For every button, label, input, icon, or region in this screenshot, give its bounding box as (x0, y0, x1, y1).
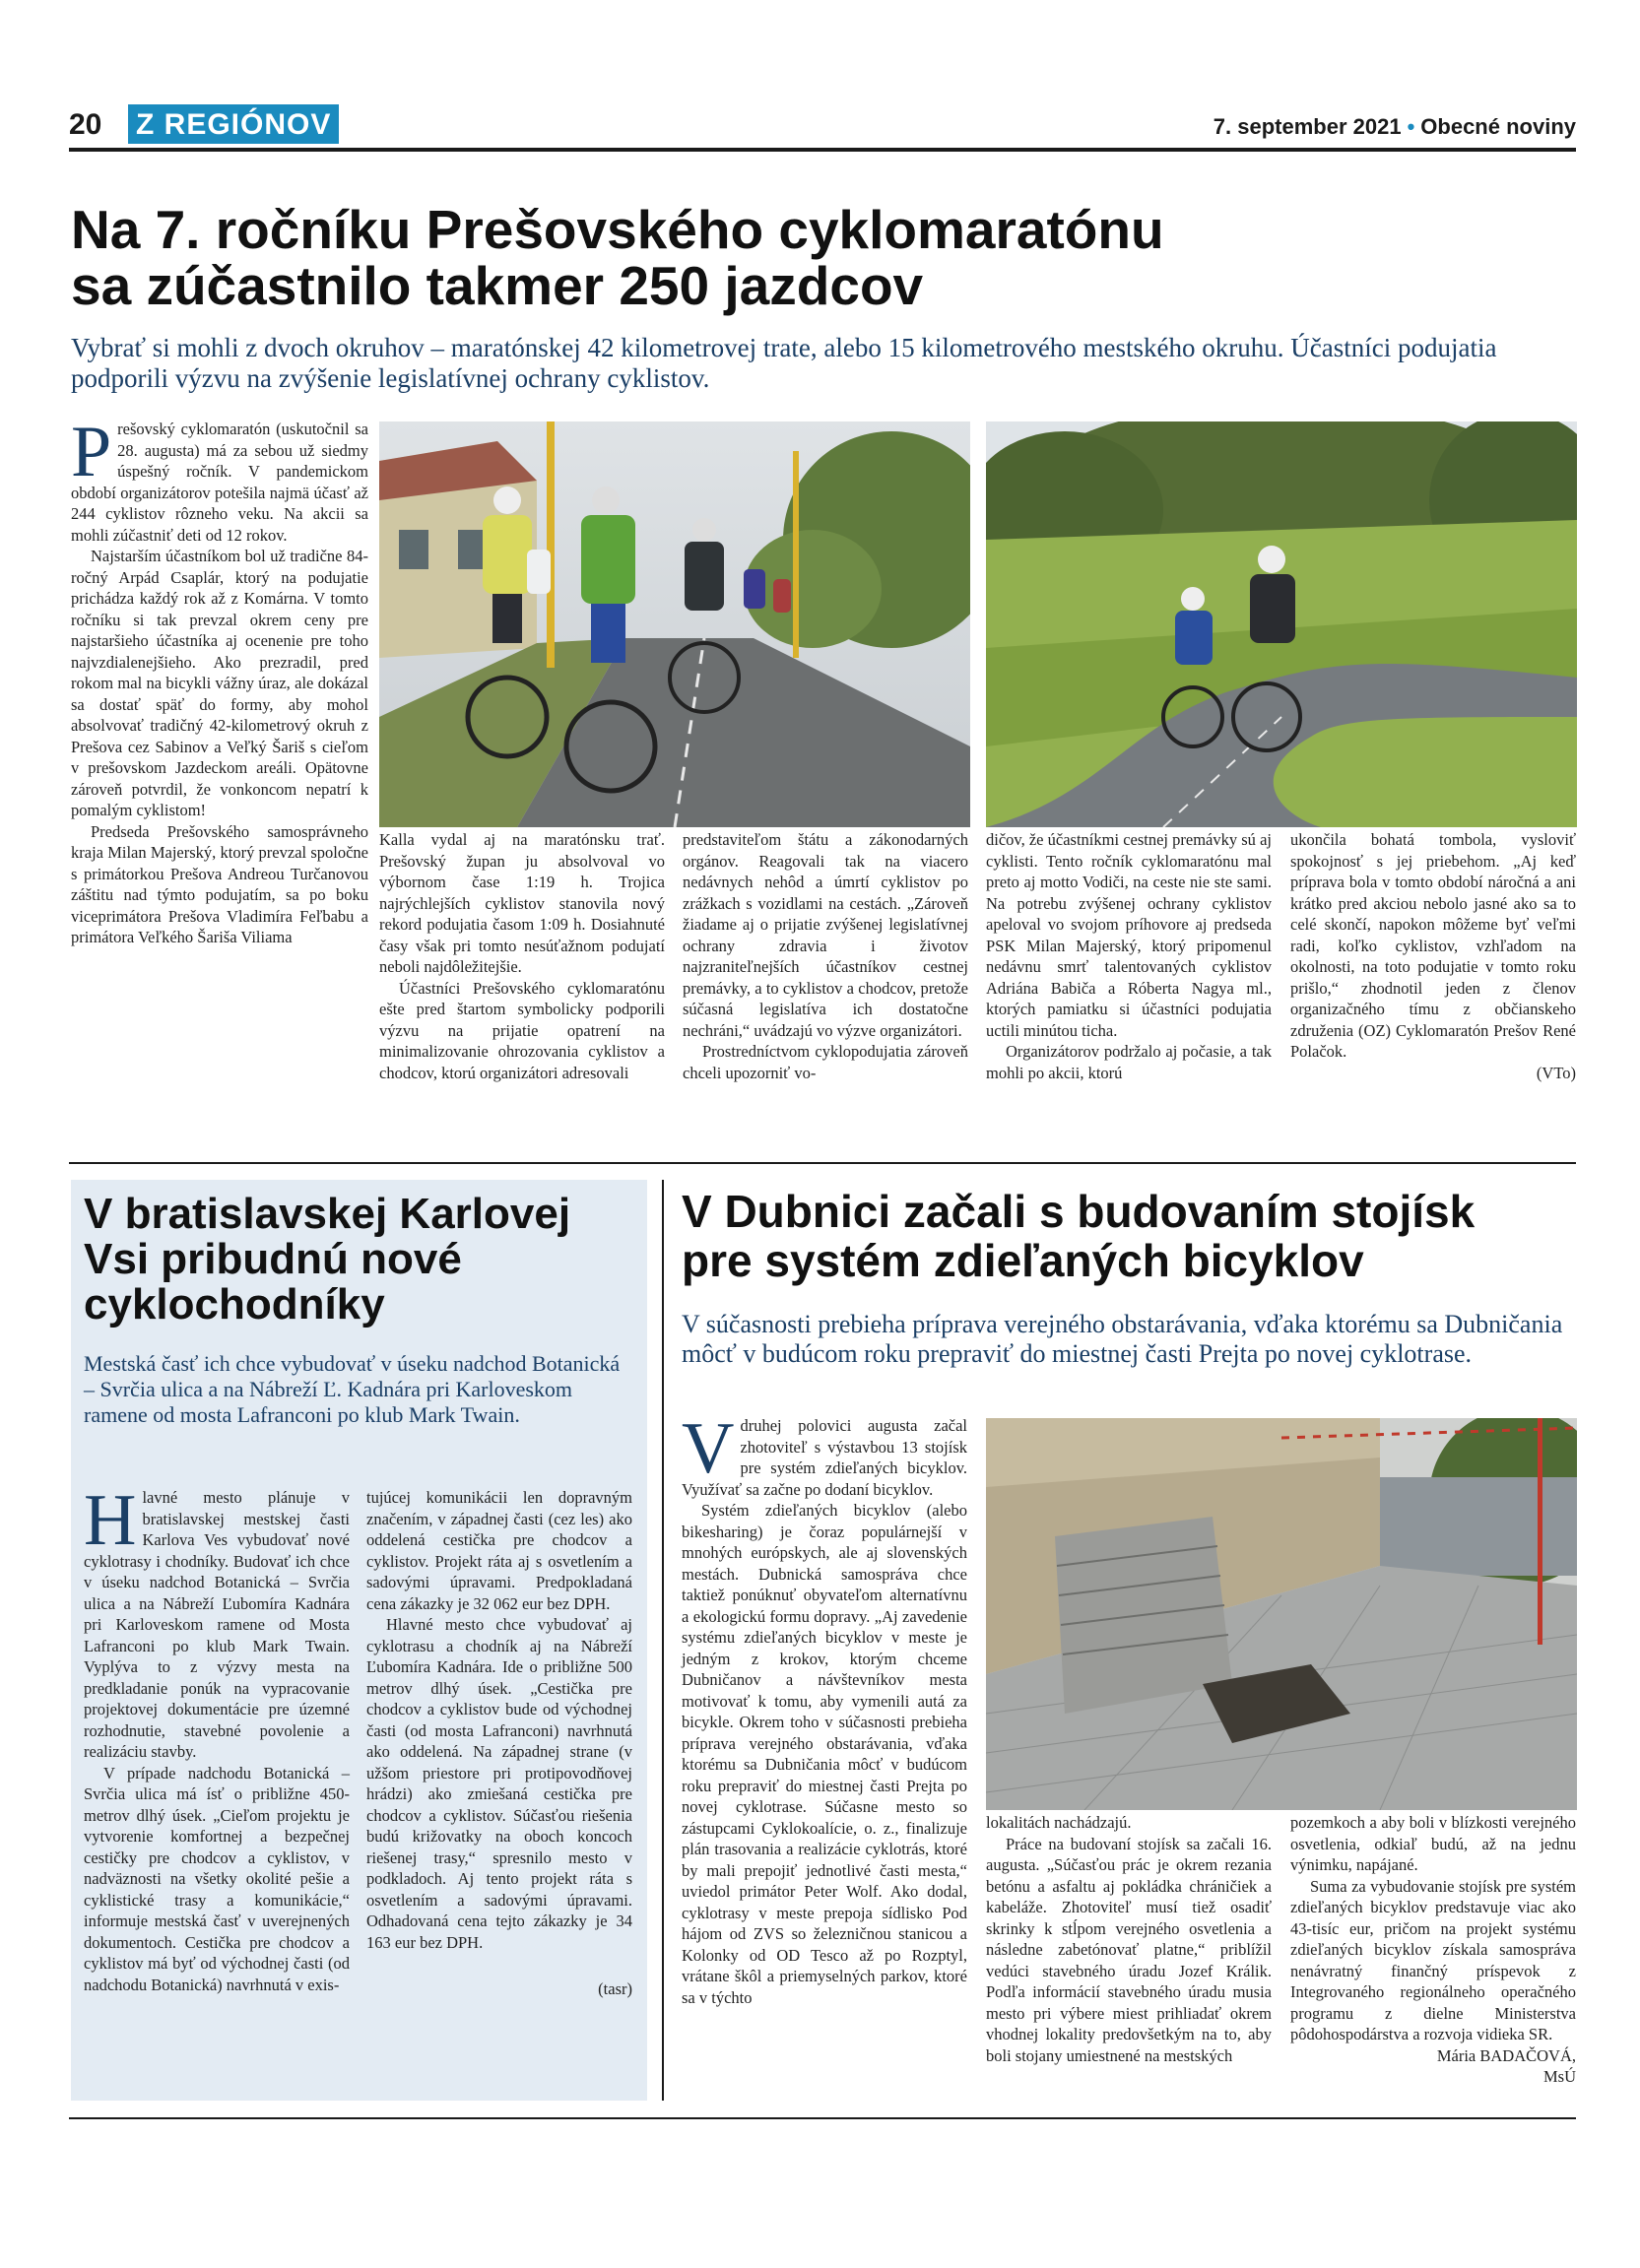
article1-lead: Vybrať si mohli z dvoch okruhov – maratónskej 42 kilometrovej trate, alebo 15 kilometrového mestského okruhu. Účastníci podujatia podporili výzvu na zvýšenie legislatívnej ochrany cyklistov. (71, 333, 1497, 393)
footer-rule (69, 2117, 1576, 2119)
article2-paragraph: tujúcej komunikácii len dopravným značením, v západnej časti (cez les) ako oddelená cestička pre chodcov a cyklistov. Projekt ráta aj s osvetlením a sadovými úpravami. Predpokladaná cena zákazky je 32 062 eur bez DPH. (366, 1488, 632, 1613)
article1-column-5 (1290, 829, 1576, 1083)
article1-dropcap: P (71, 412, 112, 492)
article3-title-line2: pre systém zdieľaných bicyklov (682, 1235, 1364, 1286)
photo-bike-stand-construction (986, 1418, 1577, 1810)
article3-paragraph: pozemkoch a aby boli v blízkosti verejného osvetlenia, odkiaľ budú, až na jednu výnimku, napájané. (1290, 1813, 1576, 1874)
article3-column-3 (1290, 1812, 1576, 2088)
article1-paragraph: Predseda Prešovského samosprávneho kraja Milan Majerský, ktorý prevzal spoločne s primátorkou Prešova Andreou Turčanovou záštitu nad týmto podujatím, sa po boku viceprimátora Prešova Vladimíra Feľbabu a primátora Veľkého Šariša Viliama (71, 821, 368, 946)
section-divider (69, 1162, 1576, 1164)
article3-paragraph: lokalitách nachádzajú. (986, 1813, 1132, 1832)
article1-paragraph: rešovský cyklomaratón (uskutočnil sa 28. augusta) má za sebou už siedmy úspešný ročník. V pandemickom období organizátorov potešila najmä účasť až 244 cyklistov rôzneho veku. Na akcii sa mohli zúčastniť deti od 12 rokov. (71, 420, 368, 545)
article2-title-line3: cyklochodníky (84, 1280, 385, 1328)
article1-paragraph: Účastníci Prešovského cyklomaratónu ešte pred štartom symbolicky podporili výzvu na prijatie opatrení na minimalizovanie ohrozovania cyklistov a chodcov, ktorú organizátori adresovali (379, 978, 665, 1082)
article3-column-2 (986, 1812, 1272, 2066)
article3-signature-office: MsÚ (1542, 2067, 1576, 2086)
article1-paragraph: Kalla vydal aj na maratónsku trať. Prešovský župan ju absolvoval vo výbornom čase 1:19 h. Trojica najrýchlejších cyklistov stanovila nový rekord podujatia časom 1:09 h. Dosiahnuté časy však pri tomto nesúťažnom podujatí neboli najdôležitejšie. (379, 830, 665, 976)
photo-cyclists-hill (986, 421, 1577, 827)
article2-signature: (tasr) (598, 1979, 632, 1998)
article1-column-2 (379, 829, 665, 1083)
article3-title-line1: V Dubnici začali s budovaním stojísk (682, 1186, 1476, 1237)
issue-date: 7. september 2021 (1213, 114, 1402, 139)
article1-title (71, 199, 1450, 316)
article3-paragraph: druhej polovici augusta začal zhotoviteľ s výstavbou 13 stojísk pre systém zdieľaných bicyklov. Využívať sa začne po dodaní bicyklov. (682, 1416, 967, 1499)
issue-info (1214, 114, 1576, 140)
article2-paragraph: V prípade nadchodu Botanická – Svrčia ulica má ísť o približne 450-metrov dlhý úsek. „Cieľom projektu je vytvorenie komfortnej a bezpečnej cestičky pre chodcov a cyklistov, v nadväznosti na všetky okolité pešie a cyklistické trasy a komunikácie,“ informuje mestská časť v uverejnených dokumentoch. Cestička pre chodcov a cyklistov má byť od východnej časti (od nadchodu Botanická) navrhnutá v exis- (84, 1763, 350, 1994)
publication-name: Obecné noviny (1420, 114, 1576, 139)
article1-paragraph: Organizátorov podržalo aj počasie, a tak mohli po akcii, ktorú (986, 1042, 1272, 1082)
header-rule (69, 148, 1576, 152)
section-label: Z REGIÓNOV (128, 104, 339, 144)
article2-column-1 (84, 1480, 350, 1995)
article1-title-line2: sa zúčastnilo takmer 250 jazdcov (71, 255, 924, 316)
article3-signature-name: Mária BADAČOVÁ, (1436, 2045, 1576, 2065)
article1-title-line1: Na 7. ročníku Prešovského cyklomaratónu (71, 199, 1164, 260)
article3-paragraph: Práce na budovaní stojísk sa začali 16. augusta. „Súčasťou prác je okrem rezania betónu a asfaltu aj pokládka chráničiek a kabeláže. Zhotoviteľ musí tiež osadiť skrinky k stĺpom verejného osvetlenia a následne zabetónovať platne,“ priblížil vedúci stavebného úradu Jozef Králik. Podľa informácií stavebného úradu musia mesto pri výbere miest prihliadať okrem vhodnej lokality predovšetkým na to, aby boli stojany umiestnené na mestských (986, 1834, 1272, 2065)
article1-paragraph: ukončila bohatá tombola, vysloviť spokojnosť s jej priebehom. „Aj keď príprava bola v tomto období náročná a ani krátko pred akciou nebolo jasné ako sa to celé skončí, napokon môžeme byť veľmi radi, koľko cyklistov, vzhľadom na okolnosti, na toto podujatie v tomto roku prišlo,“ zhodnotil jeden z členov organizačného tímu z občianskeho združenia (OZ) Cyklomaratón Prešov René Polačok. (1290, 830, 1576, 1061)
article1-column-1 (71, 412, 368, 948)
article1-paragraph: Najstarším účastníkom bol už tradične 84-ročný Arpád Csaplár, ktorý na podujatie prichádza každý rok až z Komárna. V tomto ročníku si tak prevzal okrem ceny pre najstaršieho účastníka aj ocenenie pre toho najvzdialenejšieho. Ako prezradil, pred rokom mal na bicykli vážny úraz, ale dokázal sa dostať späť do formy, aby mohol absolvovať tradičný 42-kilometrový okruh z Prešova cez Sabinov a Veľký Šariš s cieľom v prešovskom Jazdeckom areáli. Opätovne zároveň potvrdil, že vonkoncom nepatrí k pomalým cyklistom! (71, 547, 368, 819)
article3-lead: V súčasnosti prebieha príprava verejného obstarávania, vďaka ktorému sa Dubničania môcť v budúcom roku prepraviť do miestnej časti Prejta po novej cyklotrase. (682, 1310, 1563, 1368)
separator-dot: • (1407, 114, 1415, 139)
article3-paragraph: Systém zdieľaných bicyklov (alebo bikesharing) je čoraz populárnejší v mnohých európskych, ale aj slovenských mestách. Dubnická samospráva chce taktiež ponúknuť obyvateľom alternatívnu a ekologickú formu dopravy. „Aj zavedenie systému zdieľaných bicyklov v meste je jedným z krokov, ktorým chceme Dubničanov a návštevníkov mesta motivovať k tomu, aby vymenili autá za bicykle. Okrem toho v súčasnosti prebieha príprava verejného obstarávania, vďaka ktorému sa Dubničania môcť v budúcom roku prepraviť do miestnej časti Prejta po novej cyklotrase. Súčasne mesto so zástupcami Cyklokoalície, o. z., finalizuje plán trasovania a realizácie cyklotrás, ktoré by mali prepojiť jednotlivé časti mesta,“ uviedol primátor Peter Wolf. Ako dodal, cyklotrasy v meste prepoja sídlisko Pod hájom od ZVS so železničnou stanicou a Kolonky od OD Tesco až po Rozptyl, vrátane škôl a priemyselných parkov, ktoré sa v týchto (682, 1501, 967, 2007)
article3-title (682, 1187, 1578, 1285)
article3-paragraph: Suma za vybudovanie stojísk pre systém zdieľaných bicyklov predstavuje viac ako 43-tisíc eur, pričom na projekt systému zdieľaných bicyklov získala samospráva nenávratný finančný príspevok z Integrovaného regionálneho operačného programu z dielne Ministerstva pôdohospodárstva a rozvoja vidieka SR. (1290, 1876, 1576, 2043)
article2-column-2 (366, 1487, 632, 2000)
article1-signature: (VTo) (1536, 1063, 1576, 1082)
article2-title-line1: V bratislavskej Karlovej (84, 1190, 571, 1238)
article1-column-3 (683, 829, 968, 1083)
page-header (69, 104, 1576, 148)
article2-title (84, 1192, 635, 1328)
photo-bike-stand-construction-image (986, 1418, 1577, 1810)
page-number: 20 (69, 108, 102, 141)
photo-cyclists-hill-image (986, 421, 1577, 827)
article1-paragraph: dičov, že účastníkmi cestnej premávky sú aj cyklisti. Tento ročník cyklomaratónu mal preto aj motto Vodiči, na ceste nie ste sami. Na potrebu zvýšenej ochrany cyklistov apeloval vo svojom príhovore aj predseda PSK Milan Majerský, ktorý pripomenul nedávnu smrť talentovaných cyklistov Adriána Babiča a Róberta Nagya ml., ktorých pamiatku si účastníci podujatia uctili minútou ticha. (986, 830, 1272, 1040)
column-divider (662, 1180, 664, 2101)
article1-paragraph: predstaviteľom štátu a zákonodarných orgánov. Reagovali tak na viacero nedávnych nehôd a úmrtí cyklistov po zrážkach s vozidlami na cestách. „Zároveň žiadame aj o prijatie zvýšenej legislatívnej ochrany zdravia i životov najzraniteľnejších účastníkov cestnej premávky, a to cyklistov a chodcov, pretože súčasná legislatíva ich dostatočne nechráni,“ uvádzajú vo výzve organizátori. (683, 830, 968, 1040)
article2-paragraph: lavné mesto plánuje v bratislavskej mestskej časti Karlova Ves vybudovať nové cyklotrasy i chodníky. Budovať ich chce v úseku nadchod Botanická – Svrčia ulica a na Nábreží Ľubomíra Kadnára pri Karloveskom ramene od Mosta Lafranconi po klub Mark Twain. Vyplýva to z výzvy mesta na predkladanie ponúk na vypracovanie projektovej dokumentácie pre územné rozhodnutie, stavebné povolenie a realizáciu stavby. (84, 1488, 350, 1761)
article2-paragraph: Hlavné mesto chce vybudovať aj cyklotrasu a chodník aj na Nábreží Ľubomíra Kadnára. Ide o približne 500 metrov dlhý úsek. „Cestička pre chodcov a cyklistov bude od východnej časti (od mosta Lafranconi) navrhnutá ako oddelená. Na západnej strane (v užšom priestore pri protipovodňovej hrádzi) ako zmiešaná cestička pre chodcov a cyklistov. Súčasťou riešenia budú križovatky na oboch koncoch riešenej trasy,“ spresnilo mesto v podkladoch. Aj tento projekt ráta s osvetlením a sadovými úpravami. Odhadovaná cena tejto zákazky je 34 163 eur bez DPH. (366, 1615, 632, 1952)
article3-column-1 (682, 1408, 967, 2008)
article2-title-line2: Vsi pribudnú nové (84, 1235, 462, 1283)
article1-column-4 (986, 829, 1272, 1083)
photo-cyclists-street-image (379, 421, 970, 827)
photo-cyclists-street (379, 421, 970, 827)
article2-dropcap: H (84, 1480, 137, 1561)
article2-lead: Mestská časť ich chce vybudovať v úseku nadchod Botanická – Svrčia ulica a na Nábreží Ľ. Kadnára pri Karloveskom ramene od mosta Lafranconi po klub Mark Twain. (84, 1351, 621, 1427)
article1-paragraph: Prostredníctvom cyklopodujatia zároveň chceli upozorniť vo- (683, 1042, 968, 1082)
article3-dropcap: V (682, 1408, 735, 1489)
